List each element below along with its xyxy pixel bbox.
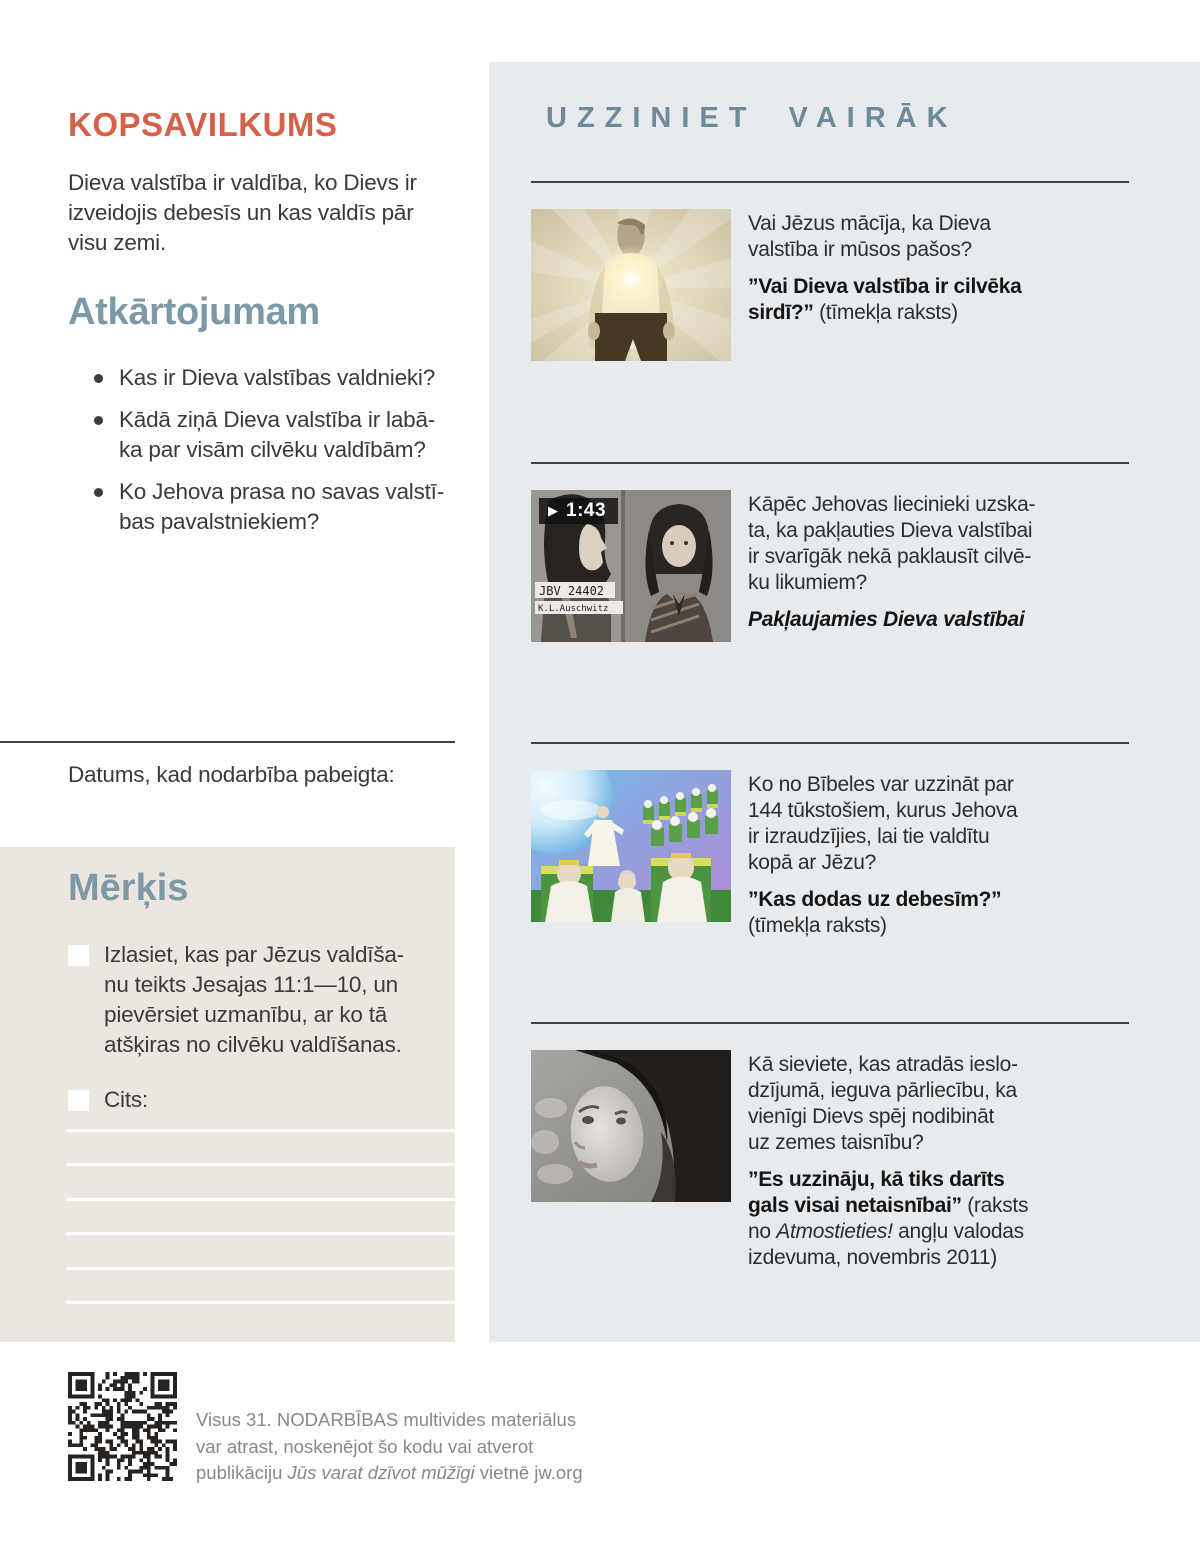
checkbox-icon[interactable] [68,1090,89,1111]
young-woman-portrait-thumbnail[interactable] [531,1050,731,1202]
goal-heading: Mērķis [68,867,189,909]
writing-line[interactable] [66,1198,455,1201]
checkbox-icon[interactable] [68,945,89,966]
goal-item [68,940,454,1060]
prisoner-plates [535,582,623,614]
goal-item [68,1085,454,1115]
play-icon: ▶ [548,503,558,518]
writing-line[interactable] [66,1232,455,1235]
learn-more-reference-link[interactable]: ”Es uzzināju, kā tiks darīts gals visai netaisnībai” (raksts no Atmostieties! angļu valodas izdevuma, novembris 2011) [748,1168,1029,1269]
writing-line[interactable] [66,1129,455,1132]
video-duration-badge[interactable] [539,498,618,524]
learn-more-item [531,1050,1151,1271]
goal-section [0,847,455,1342]
learn-more-reference-link[interactable]: ”Kas dodas uz debesīm?” (tīmekļa raksts) [748,888,1002,937]
bullet-icon [94,488,103,497]
qr-caption: Visus 31. NODARBĪBAS multivides materiālus var atrast, noskenējot šo kodu vai atverot publikāciju Jūs varat dzīvot mūžīgi vietnē jw.org [196,1409,583,1483]
learn-more-question: Kā sieviete, kas atradās ieslo- dzījumā, ieguva pārliecību, ka vienīgi Dievs spēj nodibināt uz zemes taisnību? [748,1053,1018,1154]
left-column-divider [0,741,455,743]
learn-more-item [531,209,1151,361]
inner-light-man-thumbnail[interactable] [531,209,731,361]
bullet-icon [94,374,103,383]
writing-line[interactable] [66,1267,455,1270]
camp-prisoner-mugshots-thumbnail[interactable] [531,490,731,642]
video-duration: 1:43 [566,500,607,521]
writing-line[interactable] [66,1163,455,1166]
heart-glow [597,245,665,313]
learn-more-reference-link[interactable]: ”Vai Dieva valstība ir cilvēka sirdī?” (tīmekļa raksts) [748,275,1022,324]
section-divider [531,181,1129,183]
learn-more-question: Vai Jēzus mācīja, ka Dieva valstība ir mūsos pašos? [748,212,991,261]
review-bullet-text: Kas ir Dieva valstības valdnieki? [119,365,436,390]
learn-more-item [531,490,1151,642]
learn-more-reference-link[interactable]: Pakļaujamies Dieva valstībai [748,608,1025,631]
section-divider [531,742,1129,744]
learn-more-heading: UZZINIET VAIRĀK [546,102,958,134]
learn-more-question: Kāpēc Jehovas liecinieki uzska- ta, ka pakļauties Dieva valstībai ir svarīgāk nekā paklausīt cilvē- ku likumiem? [748,493,1036,594]
completion-date-label: Datums, kad nodarbība pabeigta: [68,762,395,787]
review-bullet-text: Ko Jehova prasa no savas valstī- bas pavalstniekiem? [119,479,445,534]
bullet-icon [94,416,103,425]
goal-item-text: Cits: [104,1087,149,1112]
summary-heading: KOPSAVILKUMS [68,106,338,143]
svg-text:K.L.Auschwitz: K.L.Auschwitz [538,604,609,614]
review-bullet-list [93,363,458,549]
summary-body: Dieva valstība ir valdība, ko Dievs ir izveidojis debesīs un kas valdīs pār visu zemi. [68,170,417,255]
writing-line[interactable] [66,1301,455,1304]
review-heading: Atkārtojumam [68,291,320,333]
svg-text:JBV 24402: JBV 24402 [539,584,605,598]
review-bullet-text: Kādā ziņā Dieva valstība ir labā- ka par visām cilvēku valdībām? [119,407,436,462]
section-divider [531,1022,1129,1024]
goal-item-text: Izlasiet, kas par Jēzus valdīša- nu teikts Jesajas 11:1—10, un pievērsiet uzmanību, ar ko tā atšķiras no cilvēku valdīšanas. [104,942,404,1057]
review-bullet [93,477,458,537]
learn-more-item [531,770,1151,939]
review-bullet [93,405,458,465]
review-bullet [93,363,458,393]
qr-code [68,1372,177,1481]
frontal-mugshot [645,504,713,642]
heavenly-rulers-thrones-thumbnail[interactable] [531,770,731,922]
section-divider [531,462,1129,464]
learn-more-question: Ko no Bībeles var uzzināt par 144 tūkstošiem, kurus Jehova ir izraudzījies, lai tie valdītu kopā ar Jēzu? [748,773,1018,874]
learn-more-panel [489,62,1200,1342]
